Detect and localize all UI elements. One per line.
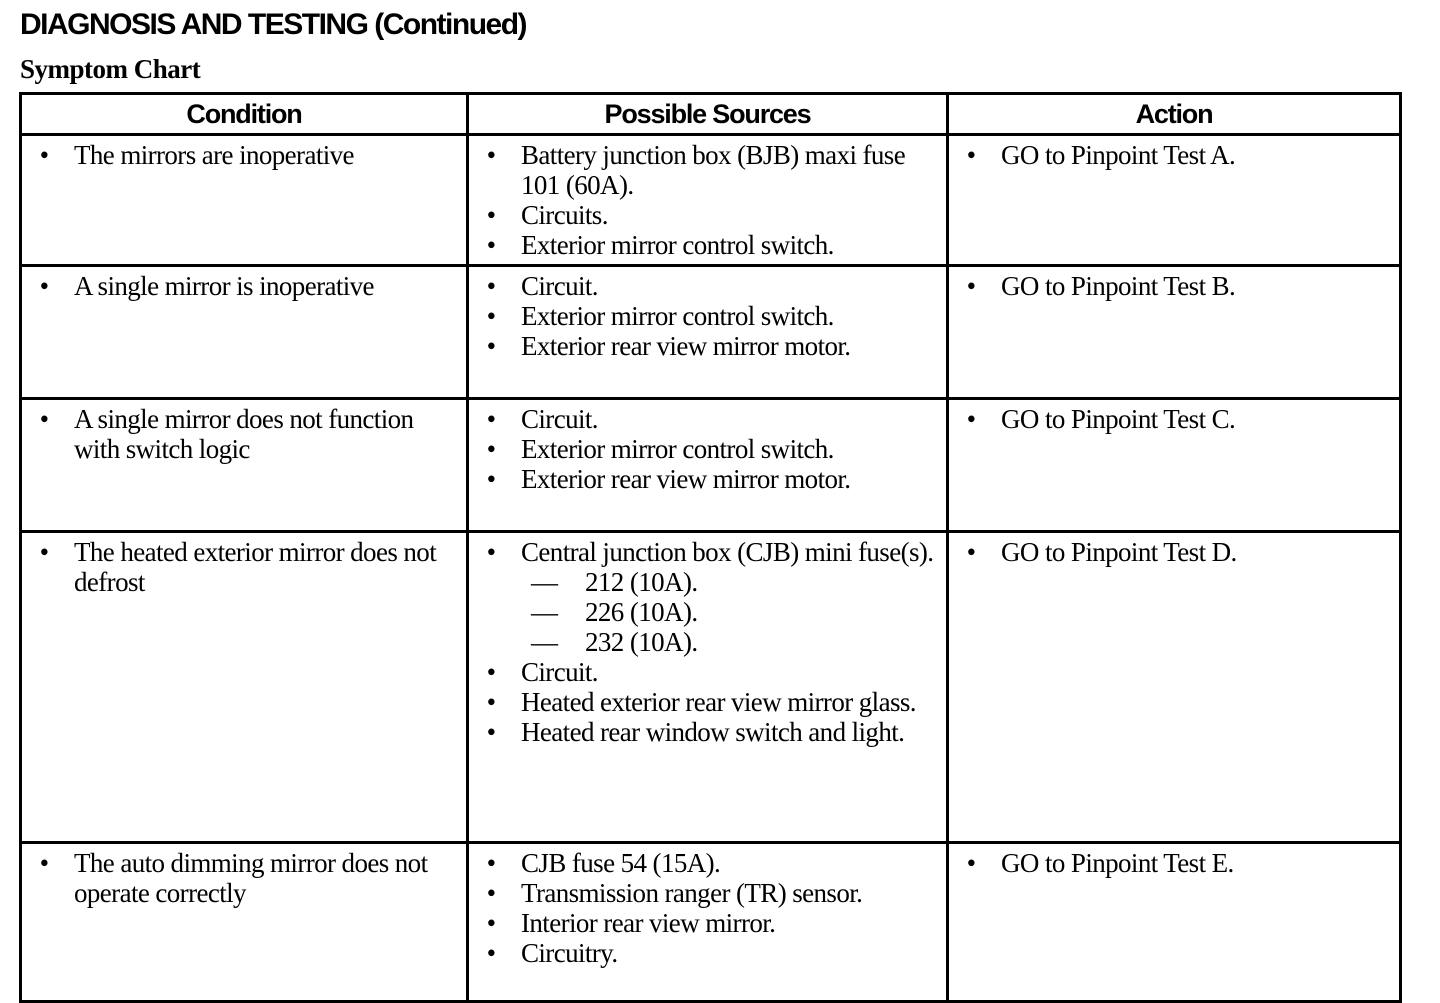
source-text: Exterior mirror control switch. (521, 434, 834, 464)
source-text: Exterior rear view mirror motor. (521, 331, 851, 361)
fuse-subitem (521, 627, 940, 657)
condition-item (28, 140, 460, 170)
header-condition: Condition (21, 94, 468, 135)
source-text: Circuit. (521, 271, 598, 301)
sources-cell (468, 532, 948, 843)
dash-icon: — (531, 597, 558, 627)
condition-cell (21, 532, 468, 843)
bullet-icon: • (966, 537, 976, 567)
source-item (475, 717, 940, 747)
bullet-icon: • (486, 140, 496, 170)
action-item (955, 404, 1393, 434)
source-text: Circuit. (521, 657, 598, 687)
bullet-icon: • (486, 717, 496, 747)
action-text: GO to Pinpoint Test D. (1001, 537, 1237, 567)
bullet-icon: • (39, 848, 49, 878)
bullet-icon: • (39, 404, 49, 434)
table-row (21, 399, 1401, 532)
source-text: Interior rear view mirror. (521, 908, 776, 938)
action-text: GO to Pinpoint Test A. (1001, 140, 1236, 170)
bullet-icon: • (486, 200, 496, 230)
bullet-icon: • (486, 301, 496, 331)
source-item (475, 464, 940, 494)
bullet-icon: • (486, 537, 496, 567)
source-item (475, 230, 940, 260)
dash-icon: — (531, 567, 558, 597)
source-item (475, 331, 940, 361)
fuse-subitem (521, 597, 940, 627)
table-row (21, 843, 1401, 1002)
source-item (475, 878, 940, 908)
bullet-icon: • (486, 230, 496, 260)
bullet-icon: • (486, 434, 496, 464)
condition-text: The auto dimming mirror does not operate correctly (74, 848, 428, 908)
header-action: Action (948, 94, 1401, 135)
source-item (475, 687, 940, 717)
condition-text: The heated exterior mirror does not defrost (74, 537, 437, 597)
source-text: Central junction box (CJB) mini fuse(s). (521, 537, 934, 567)
bullet-icon: • (486, 938, 496, 968)
action-item (955, 140, 1393, 170)
sources-cell (468, 399, 948, 532)
source-text: Transmission ranger (TR) sensor. (521, 878, 863, 908)
page-title: DIAGNOSIS AND TESTING (Continued) (20, 8, 527, 41)
source-text: CJB fuse 54 (15A). (521, 848, 721, 878)
bullet-icon: • (39, 537, 49, 567)
condition-text: A single mirror is inoperative (74, 271, 374, 301)
source-item (475, 848, 940, 878)
source-text: Exterior mirror control switch. (521, 301, 834, 331)
source-text: Circuitry. (521, 938, 618, 968)
action-text: GO to Pinpoint Test E. (1001, 848, 1234, 878)
bullet-icon: • (486, 464, 496, 494)
condition-cell (21, 266, 468, 399)
action-text: GO to Pinpoint Test C. (1001, 404, 1236, 434)
bullet-icon: • (39, 271, 49, 301)
source-item (475, 908, 940, 938)
bullet-icon: • (966, 271, 976, 301)
condition-cell (21, 843, 468, 1002)
bullet-icon: • (486, 878, 496, 908)
source-text: Exterior rear view mirror motor. (521, 464, 851, 494)
action-item (955, 271, 1393, 301)
source-item (475, 301, 940, 331)
condition-item (28, 404, 460, 464)
bullet-icon: • (486, 848, 496, 878)
source-item (475, 404, 940, 434)
table-row (21, 532, 1401, 843)
source-text: Circuit. (521, 404, 598, 434)
condition-text: The mirrors are inoperative (74, 140, 354, 170)
action-item (955, 848, 1393, 878)
bullet-icon: • (486, 657, 496, 687)
bullet-icon: • (966, 140, 976, 170)
condition-cell (21, 399, 468, 532)
bullet-icon: • (39, 140, 49, 170)
section-title: Symptom Chart (20, 54, 201, 84)
sources-cell (468, 135, 948, 266)
source-text: Exterior mirror control switch. (521, 230, 834, 260)
condition-cell (21, 135, 468, 266)
action-item (955, 537, 1393, 567)
bullet-icon: • (486, 908, 496, 938)
condition-item (28, 271, 460, 301)
bullet-icon: • (486, 404, 496, 434)
condition-text: A single mirror does not function with switch logic (74, 404, 414, 464)
condition-item (28, 537, 460, 597)
table-header-row (21, 94, 1401, 135)
fuse-text: 212 (10A). (585, 567, 698, 597)
action-cell (948, 532, 1401, 843)
symptom-chart-table (19, 92, 1402, 1003)
fuse-subitem (521, 567, 940, 597)
source-item (475, 657, 940, 687)
bullet-icon: • (966, 848, 976, 878)
source-item (475, 200, 940, 230)
fuse-text: 232 (10A). (585, 627, 698, 657)
fuse-text: 226 (10A). (585, 597, 698, 627)
source-item (475, 537, 940, 657)
source-item (475, 434, 940, 464)
source-item (475, 938, 940, 968)
action-text: GO to Pinpoint Test B. (1001, 271, 1236, 301)
condition-item (28, 848, 460, 908)
bullet-icon: • (486, 271, 496, 301)
dash-icon: — (531, 627, 558, 657)
source-text: Heated rear window switch and light. (521, 717, 905, 747)
bullet-icon: • (966, 404, 976, 434)
sources-cell (468, 266, 948, 399)
sources-cell (468, 843, 948, 1002)
table-row (21, 135, 1401, 266)
source-text: Battery junction box (BJB) maxi fuse 101 (60A). (521, 140, 906, 200)
source-text: Heated exterior rear view mirror glass. (521, 687, 916, 717)
action-cell (948, 266, 1401, 399)
action-cell (948, 135, 1401, 266)
bullet-icon: • (486, 331, 496, 361)
action-cell (948, 399, 1401, 532)
action-cell (948, 843, 1401, 1002)
bullet-icon: • (486, 687, 496, 717)
table-row (21, 266, 1401, 399)
source-text: Circuits. (521, 200, 608, 230)
header-possible-sources: Possible Sources (468, 94, 948, 135)
source-item (475, 140, 940, 200)
source-item (475, 271, 940, 301)
